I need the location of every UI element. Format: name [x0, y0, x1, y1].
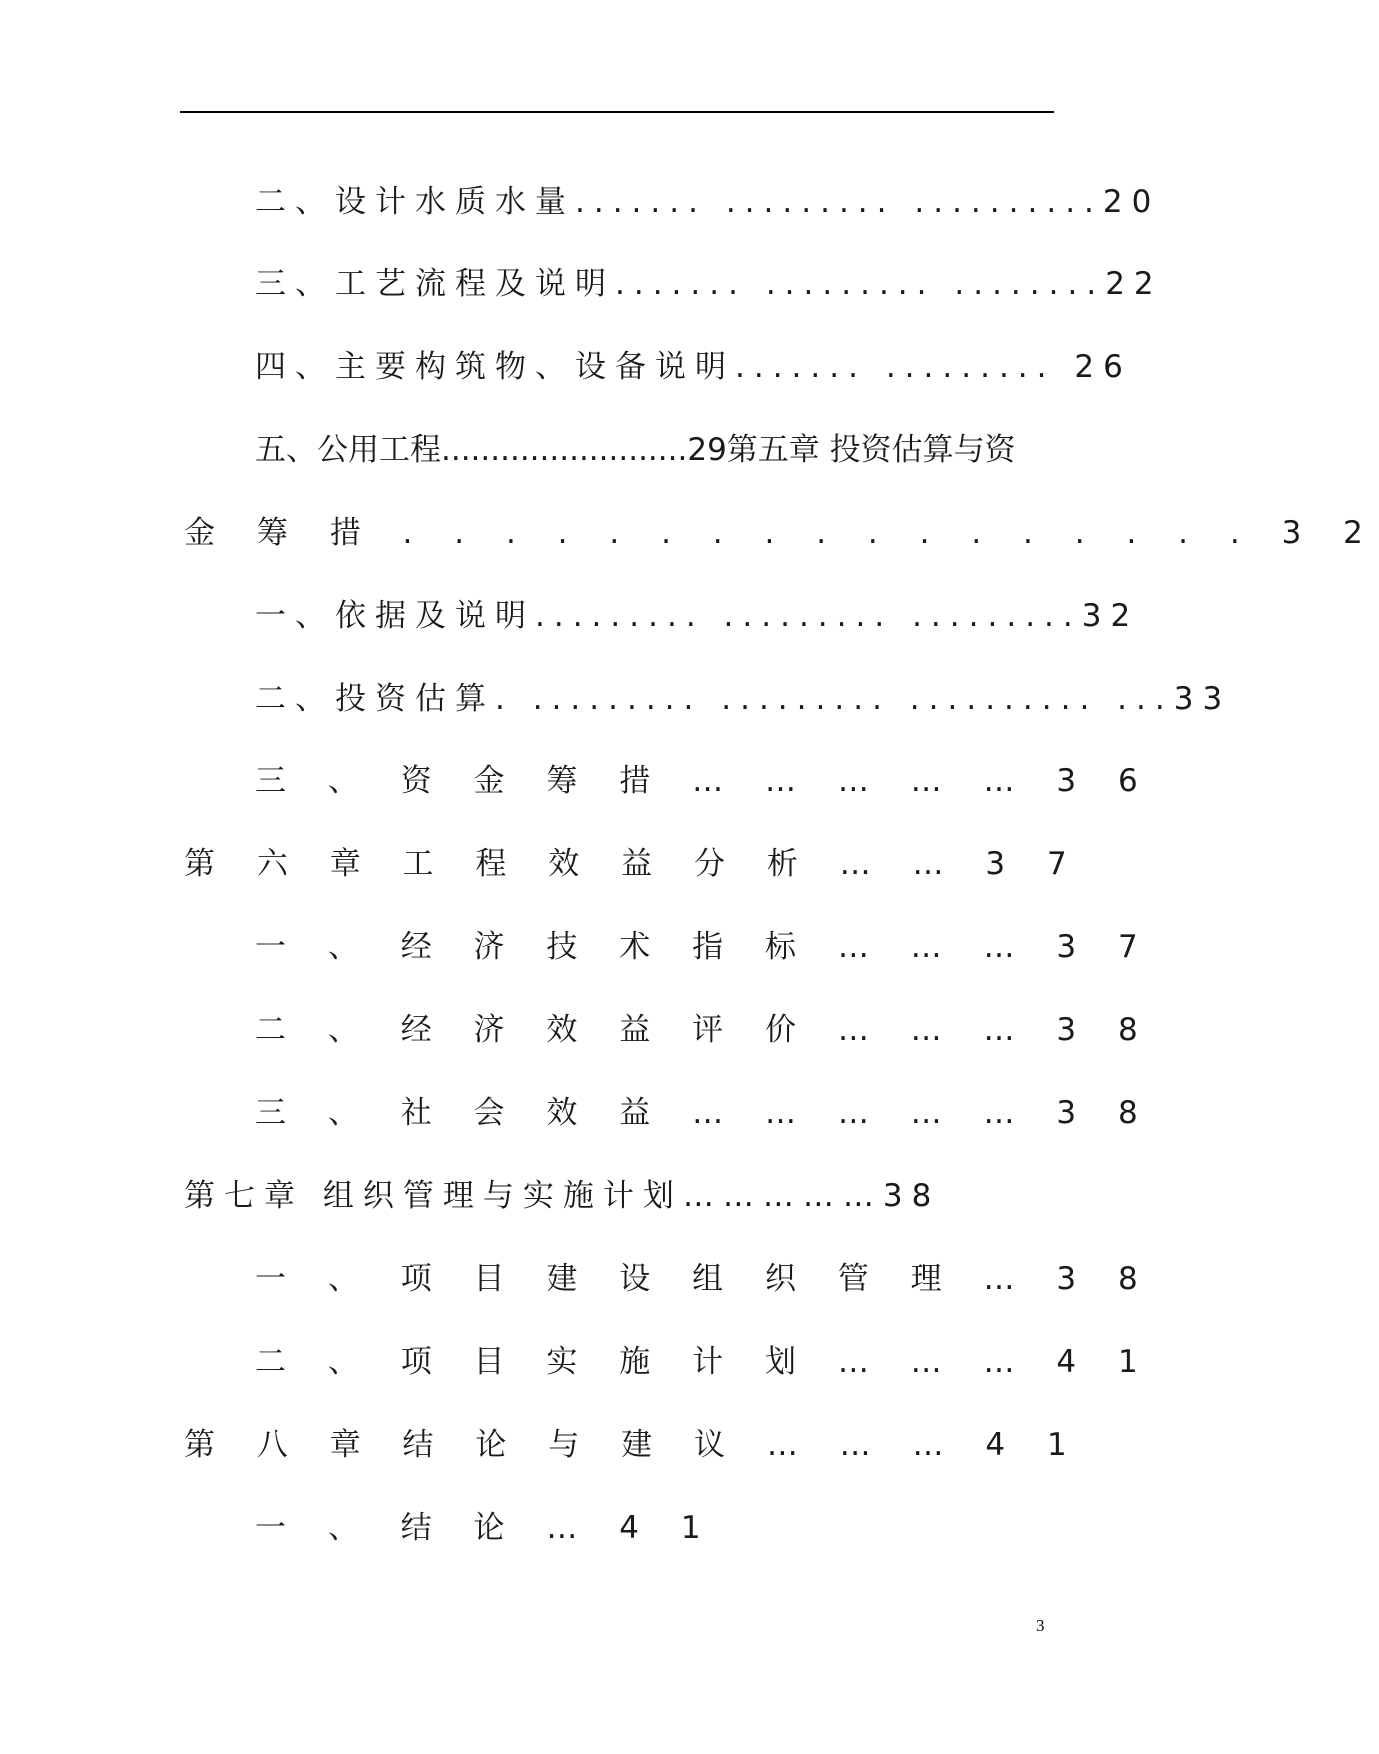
toc-entry — [255, 1005, 1154, 1055]
toc-entry-text: 三 、 社 会 效 益 … … … … … 3 8 — [255, 1095, 1154, 1131]
toc-entry — [255, 177, 1161, 227]
toc-entry-text: 第七章 组织管理与实施计划……………38 — [184, 1178, 941, 1214]
toc-entry-text: 一、依据及说明......... ......... .........32 — [255, 598, 1140, 634]
page-number: 3 — [1036, 1616, 1045, 1635]
toc-entry-text: 一 、 结 论 … 4 1 — [255, 1510, 717, 1546]
toc-entry — [255, 1503, 1054, 1553]
toc-entry-text: 五、公用工程.........................29第五章 投资估算与资 — [255, 432, 1016, 468]
toc-entry — [255, 342, 1132, 392]
toc-entry — [184, 839, 1083, 889]
toc-entry-text: 二、设计水质水量....... ......... ..........20 — [255, 184, 1161, 220]
toc-entry-text: 第 六 章 工 程 效 益 分 析 … … 3 7 — [184, 846, 1083, 882]
toc-entry — [184, 1420, 1083, 1470]
toc-entry — [184, 508, 1379, 558]
toc-entry-text: 二、投资估算. ......... ......... .......... ...33 — [255, 681, 1232, 717]
toc-entry — [255, 259, 1163, 309]
toc-entry — [255, 1254, 1154, 1304]
toc-entry — [255, 922, 1154, 972]
toc-entry — [255, 591, 1140, 641]
toc-entry — [255, 1337, 1154, 1387]
toc-entry-text: 三 、 资 金 筹 措 … … … … … 3 6 — [255, 763, 1154, 799]
toc-entry-text: 一 、 经 济 技 术 指 标 … … … 3 7 — [255, 929, 1154, 965]
toc-entry-text: 二 、 经 济 效 益 评 价 … … … 3 8 — [255, 1012, 1154, 1048]
toc-entry-text: 金 筹 措 . . . . . . . . . . . . . . . . . 3 2 — [184, 515, 1379, 551]
toc-entry — [255, 1088, 1154, 1138]
toc-entry — [184, 1171, 1054, 1221]
toc-entry-text: 二 、 项 目 实 施 计 划 … … … 4 1 — [255, 1344, 1154, 1380]
toc-entry-text: 第 八 章 结 论 与 建 议 … … … 4 1 — [184, 1427, 1083, 1463]
toc-entry — [255, 756, 1154, 806]
toc-entry-text: 三、工艺流程及说明....... ......... ........22 — [255, 266, 1163, 302]
toc-entry-text: 四、主要构筑物、设备说明....... ......... 26 — [255, 349, 1132, 385]
toc-entry-text: 一 、 项 目 建 设 组 织 管 理 … 3 8 — [255, 1261, 1154, 1297]
toc-entry — [255, 425, 1054, 475]
toc-entry — [255, 674, 1232, 724]
